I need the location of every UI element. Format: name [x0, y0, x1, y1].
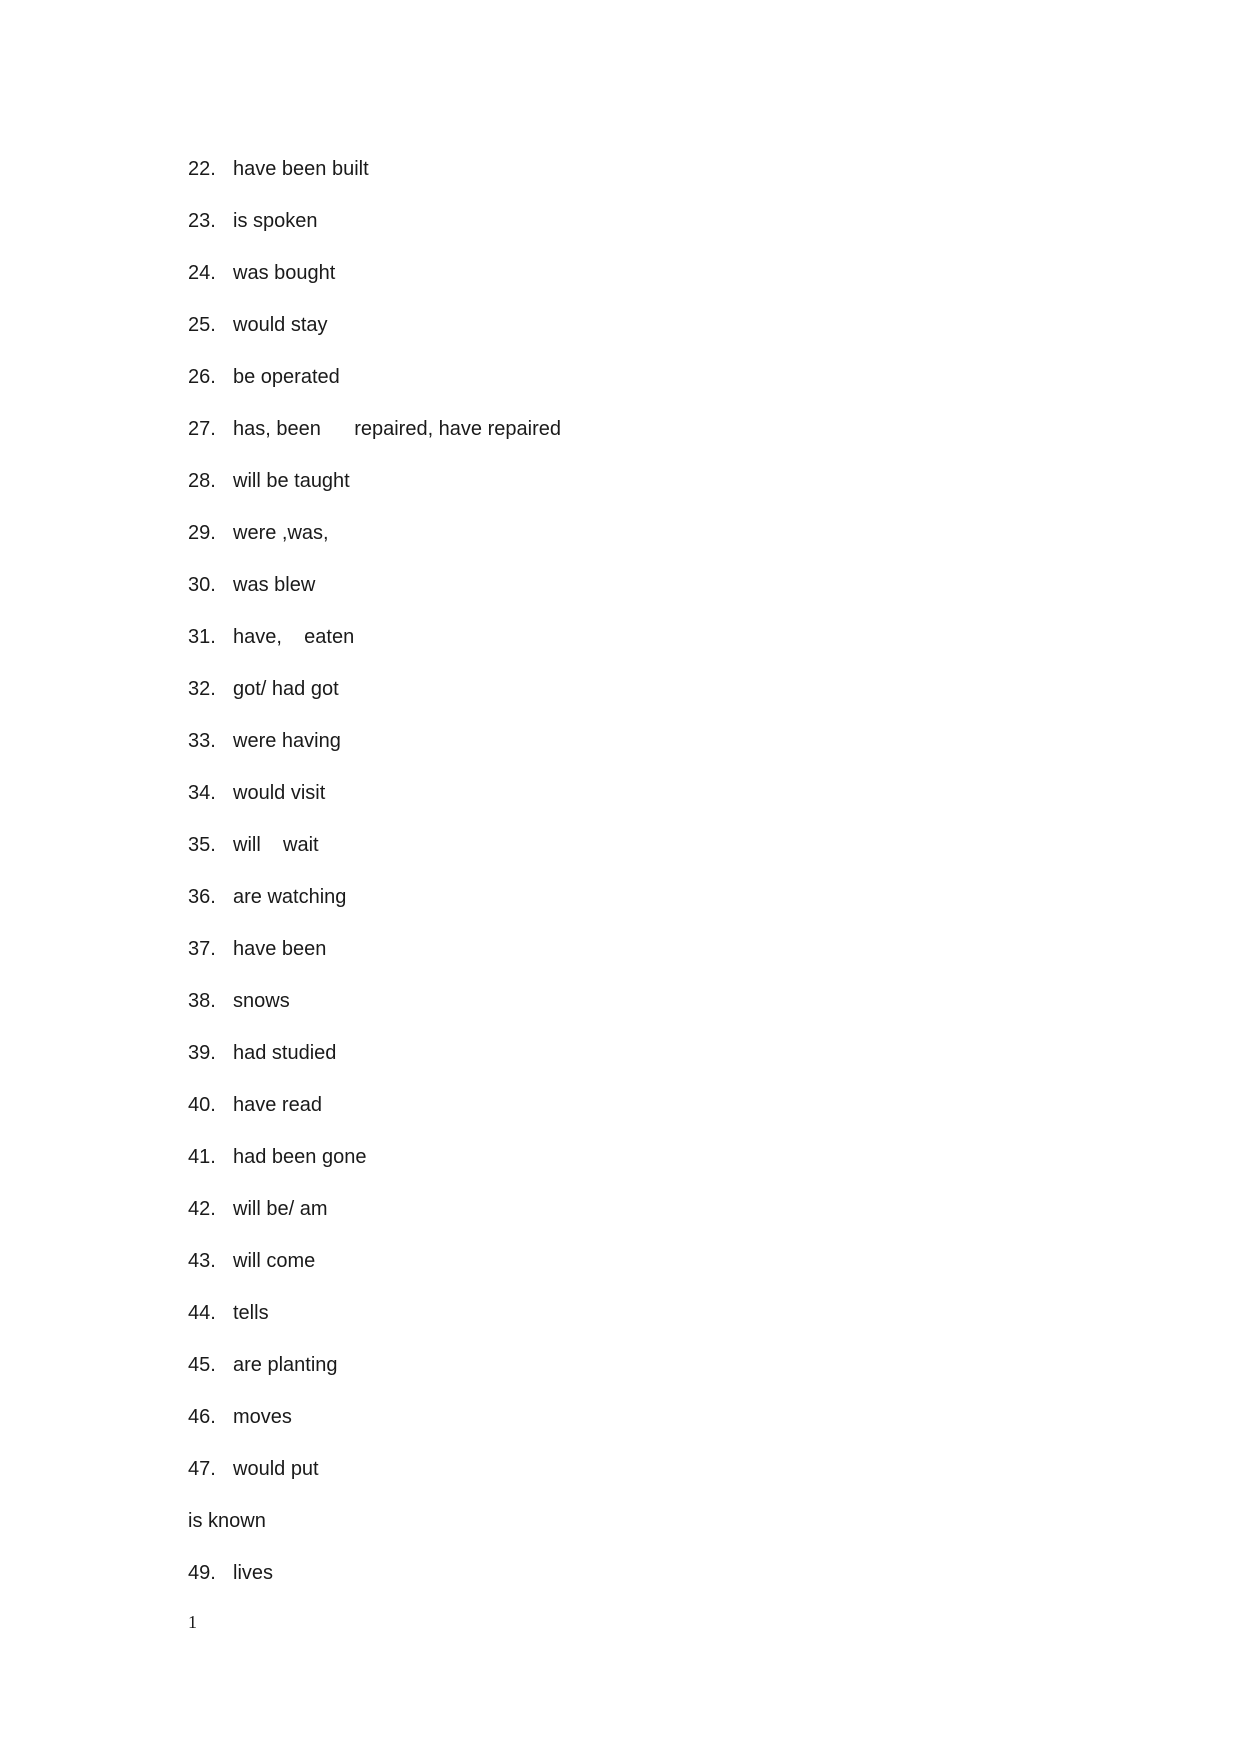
answer-number: 45.	[188, 1354, 216, 1376]
list-item	[188, 988, 1088, 1040]
list-item	[188, 416, 1088, 468]
answer-text: have read	[233, 1094, 322, 1116]
answer-text: will be/ am	[233, 1198, 328, 1220]
list-item	[188, 1092, 1088, 1144]
answer-number: 30.	[188, 574, 216, 596]
list-item	[188, 1196, 1088, 1248]
answer-text: moves	[233, 1406, 292, 1428]
list-item	[188, 468, 1088, 520]
answer-text: are watching	[233, 886, 347, 908]
answer-number: 44.	[188, 1302, 216, 1324]
answer-text: snows	[233, 990, 290, 1012]
answer-number: 49.	[188, 1562, 216, 1584]
list-item	[188, 1404, 1088, 1456]
answer-text: was bought	[233, 262, 336, 284]
list-item	[188, 832, 1088, 884]
list-item	[188, 156, 1088, 208]
answer-number: 26.	[188, 366, 216, 388]
list-item	[188, 1508, 1088, 1560]
answer-text: lives	[233, 1562, 274, 1584]
answer-number: 42.	[188, 1198, 216, 1220]
answer-text: have, eaten	[233, 626, 355, 648]
answer-number: 27.	[188, 418, 216, 440]
list-item	[188, 520, 1088, 572]
answer-text: got/ had got	[233, 678, 339, 700]
answer-number: 31.	[188, 626, 216, 648]
answer-text: tells	[233, 1302, 269, 1324]
list-item	[188, 1040, 1088, 1092]
answer-number: 28.	[188, 470, 216, 492]
list-item	[188, 1560, 1088, 1612]
answer-text: would put	[233, 1458, 319, 1480]
answer-text: were having	[233, 730, 341, 752]
page-number: 1	[188, 1612, 197, 1632]
answer-number: 46.	[188, 1406, 216, 1428]
list-item	[188, 572, 1088, 624]
answer-text: had studied	[233, 1042, 337, 1064]
answer-number: 29.	[188, 522, 216, 544]
answer-number: 36.	[188, 886, 216, 908]
list-item	[188, 1144, 1088, 1196]
list-item	[188, 260, 1088, 312]
list-item	[188, 1352, 1088, 1404]
answer-number: 25.	[188, 314, 216, 336]
answer-number: 43.	[188, 1250, 216, 1272]
answer-text: is spoken	[233, 210, 318, 232]
answer-number: 39.	[188, 1042, 216, 1064]
answer-number: 41.	[188, 1146, 216, 1168]
answer-list	[188, 156, 1088, 1612]
list-item	[188, 1456, 1088, 1508]
answer-number: 35.	[188, 834, 216, 856]
list-item	[188, 728, 1088, 780]
list-item	[188, 364, 1088, 416]
list-item	[188, 936, 1088, 988]
answer-text: will be taught	[233, 470, 350, 492]
answer-text: will come	[233, 1250, 316, 1272]
answer-number: 40.	[188, 1094, 216, 1116]
list-item	[188, 312, 1088, 364]
answer-number: 47.	[188, 1458, 216, 1480]
answer-text: had been gone	[233, 1146, 367, 1168]
list-item	[188, 780, 1088, 832]
answer-number: 22.	[188, 158, 216, 180]
list-item	[188, 884, 1088, 936]
list-item	[188, 1300, 1088, 1352]
answer-text: be operated	[233, 366, 340, 388]
answer-text: is known	[188, 1510, 266, 1532]
list-item	[188, 676, 1088, 728]
answer-number: 33.	[188, 730, 216, 752]
list-item	[188, 624, 1088, 676]
answer-text: are planting	[233, 1354, 338, 1376]
answer-number: 34.	[188, 782, 216, 804]
answer-text: have been built	[233, 158, 369, 180]
answer-text: was blew	[233, 574, 316, 596]
answer-number: 32.	[188, 678, 216, 700]
answer-number: 37.	[188, 938, 216, 960]
answer-number: 23.	[188, 210, 216, 232]
answer-number: 24.	[188, 262, 216, 284]
answer-text: would stay	[233, 314, 328, 336]
answer-number: 38.	[188, 990, 216, 1012]
answer-text: have been	[233, 938, 327, 960]
answer-text: would visit	[233, 782, 326, 804]
answer-text: were ,was,	[233, 522, 329, 544]
answer-text: will wait	[233, 834, 319, 856]
list-item	[188, 208, 1088, 260]
list-item	[188, 1248, 1088, 1300]
answer-text: has, been repaired, have repaired	[233, 418, 561, 440]
